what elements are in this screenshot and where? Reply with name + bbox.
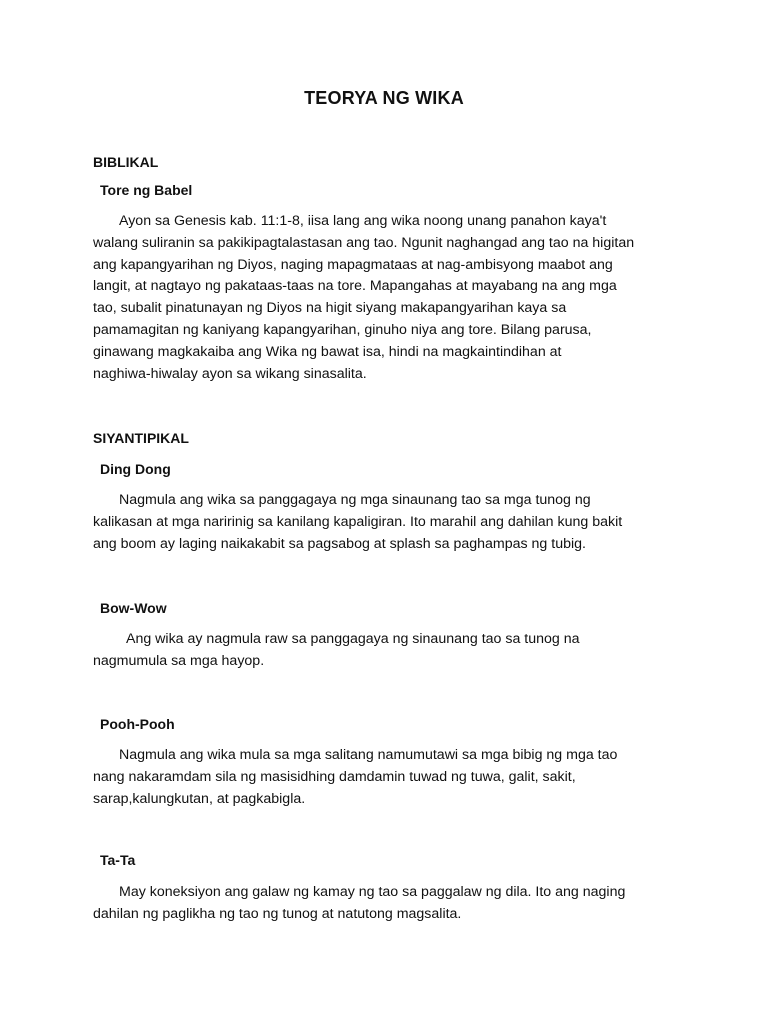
document-title: TEORYA NG WIKA — [304, 88, 464, 108]
paragraph-line: dahilan ng paglikha ng tao ng tunog at natutong magsalita. — [93, 905, 462, 922]
paragraph-line: Ayon sa Genesis kab. 11:1-8, iisa lang ang wika noong unang panahon kaya't — [119, 213, 607, 229]
subheading-pooh-pooh: Pooh-Pooh — [100, 716, 175, 732]
paragraph-line: sarap,kalungkutan, at pagkabigla. — [93, 790, 306, 807]
paragraph-line: naghiwa-hiwalay ayon sa wikang sinasalita. — [93, 365, 367, 382]
paragraph-line: Ang wika ay nagmula raw sa panggagaya ng sinaunang tao sa tunog na — [126, 631, 580, 647]
paragraph-line: Nagmula ang wika sa panggagaya ng mga sinaunang tao sa mga tunog ng — [119, 492, 591, 508]
paragraph-line: kalikasan at mga naririnig sa kanilang kapaligiran. Ito marahil ang dahilan kung bakit — [93, 513, 623, 530]
paragraph-line: May koneksiyon ang galaw ng kamay ng tao sa paggalaw ng dila. Ito ang naging — [119, 884, 626, 900]
paragraph-line: nagmumula sa mga hayop. — [93, 652, 265, 669]
subheading-ding-dong: Ding Dong — [100, 461, 171, 477]
subheading-tore-ng-babel: Tore ng Babel — [100, 182, 193, 198]
paragraph-line: nang nakaramdam sila ng masisidhing damdamin tuwad ng tuwa, galit, sakit, — [93, 768, 576, 785]
paragraph-bow-wow — [93, 629, 693, 673]
paragraph-line: tao, subalit pinatunayan ng Diyos na higit siyang makapangyarihan kaya sa — [93, 300, 567, 317]
section-heading-biblikal: BIBLIKAL — [93, 154, 159, 170]
paragraph-line: Nagmula ang wika mula sa mga salitang namumutawi sa mga bibig ng mga tao — [119, 747, 618, 763]
paragraph-line: pamamagitan ng kaniyang kapangyarihan, ginuho niya ang tore. Bilang parusa, — [93, 321, 592, 338]
paragraph-line: walang suliranin sa pakikipagtalastasan ang tao. Ngunit naghangad ang tao na higitan — [93, 234, 635, 251]
paragraph-line: ang boom ay laging naikakabit sa pagsabog at splash sa paghampas ng tubig. — [93, 535, 586, 552]
paragraph-line: langit, at nagtayo ng pakataas-taas na tore. Mapangahas at mayabang na ang mga — [93, 278, 617, 295]
paragraph-ding-dong — [93, 490, 693, 555]
section-heading-siyantipikal: SIYANTIPIKAL — [93, 430, 189, 446]
paragraph-tore-ng-babel — [93, 211, 693, 385]
paragraph-line: ang kapangyarihan ng Diyos, naging mapagmataas at nag-ambisyong maabot ang — [93, 256, 613, 273]
subheading-bow-wow: Bow-Wow — [100, 600, 167, 616]
subheading-ta-ta: Ta-Ta — [100, 852, 136, 868]
paragraph-ta-ta — [93, 882, 693, 926]
paragraph-pooh-pooh — [93, 745, 693, 810]
paragraph-line: ginawang magkakaiba ang Wika ng bawat isa, hindi na magkaintindihan at — [93, 343, 562, 360]
